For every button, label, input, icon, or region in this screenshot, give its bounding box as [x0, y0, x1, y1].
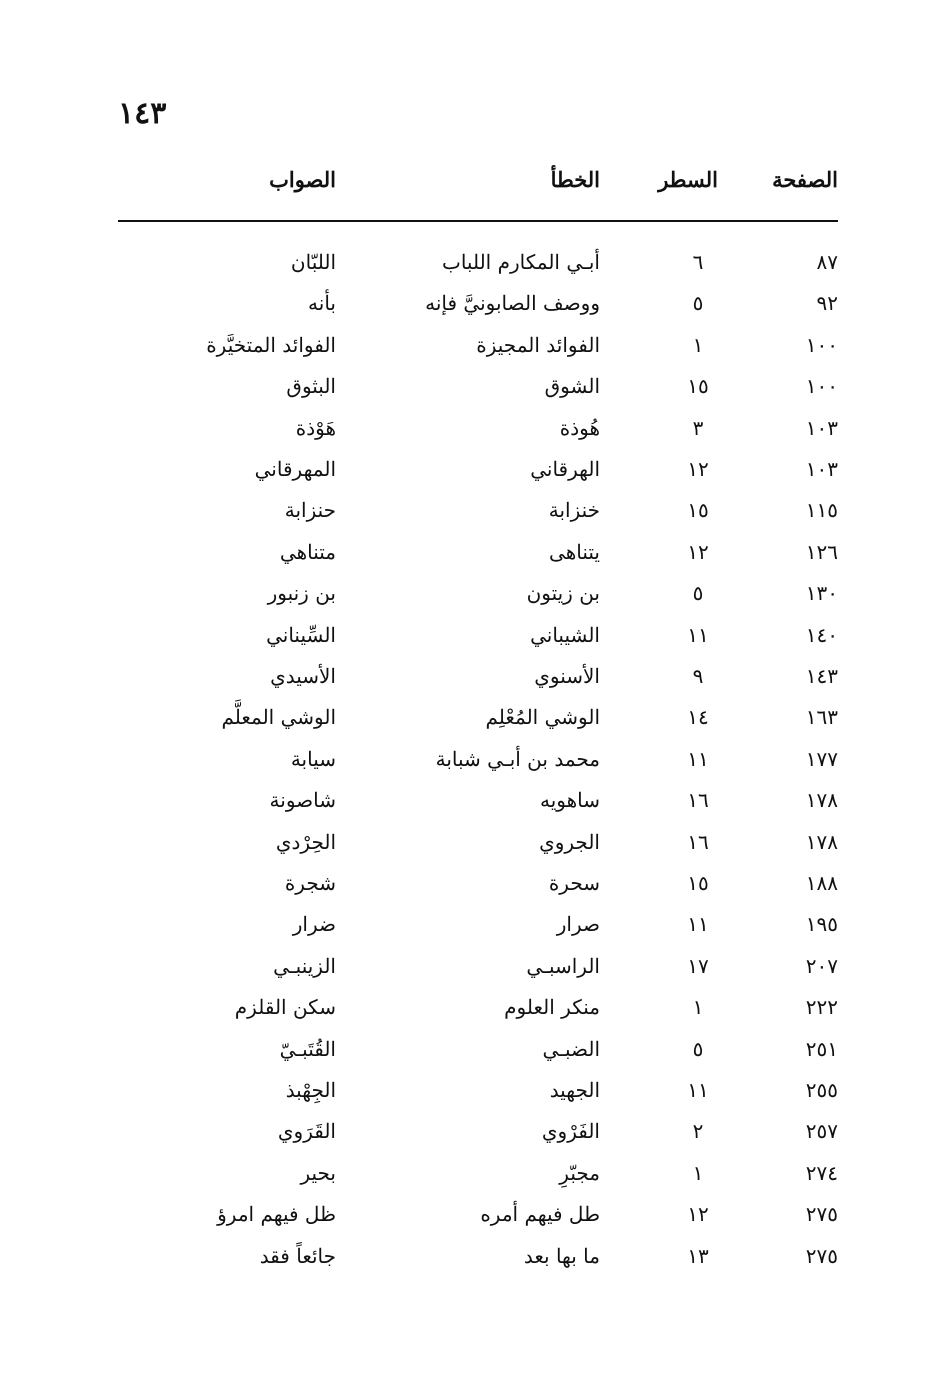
- cell-wrong: صرار: [556, 912, 600, 937]
- table-row: [0, 1029, 936, 1069]
- cell-line: ٩: [692, 664, 704, 688]
- cell-correct: متناهي: [279, 539, 336, 564]
- cell-correct: الزينبـي: [273, 953, 336, 978]
- table-row: [0, 904, 936, 944]
- header-wrong: الخطأ: [550, 167, 600, 192]
- cell-wrong: الشيباني: [530, 622, 600, 647]
- cell-page: ٢٥١: [805, 1036, 838, 1061]
- cell-correct: سيابة: [290, 746, 336, 771]
- table-row: [0, 366, 936, 406]
- cell-line: ١: [692, 332, 704, 357]
- cell-correct: جائعاً فقد: [259, 1243, 336, 1268]
- table-row: [0, 987, 936, 1027]
- cell-correct: سكن القلزم: [234, 995, 336, 1020]
- cell-line: ١٦: [687, 788, 709, 813]
- cell-correct: الوشي المعلَّم: [221, 705, 336, 730]
- cell-page: ٢٧٥: [805, 1202, 838, 1227]
- table-row: [0, 946, 936, 986]
- cell-correct: شجرة: [284, 871, 336, 895]
- cell-wrong: الفَرْوي: [541, 1119, 600, 1144]
- cell-correct: ظل فيهم امرؤ: [217, 1202, 336, 1227]
- cell-wrong: الهرقاني: [530, 457, 600, 481]
- cell-page: ١٧٨: [805, 788, 838, 813]
- cell-line: ٥: [692, 1036, 704, 1061]
- header-divider: [118, 220, 838, 222]
- cell-line: ٦: [692, 250, 704, 274]
- cell-line: ١٣: [687, 1243, 709, 1268]
- cell-page: ١١٥: [805, 498, 838, 523]
- cell-line: ١١: [687, 622, 709, 647]
- cell-line: ٣: [692, 415, 704, 440]
- cell-line: ١٢: [687, 457, 709, 481]
- cell-page: ٢٥٧: [805, 1119, 838, 1144]
- table-row: [0, 449, 936, 489]
- cell-page: ١٧٨: [805, 829, 838, 854]
- cell-page: ١٩٥: [805, 912, 838, 937]
- cell-line: ١٦: [687, 829, 709, 854]
- cell-correct: بأنه: [308, 291, 336, 316]
- cell-page: ٢٧٤: [805, 1160, 838, 1185]
- cell-correct: السِّيناني: [266, 622, 336, 647]
- cell-page: ١٢٦: [805, 539, 838, 564]
- header-correct: الصواب: [269, 167, 336, 192]
- table-row: [0, 1070, 936, 1110]
- cell-wrong: الضبـي: [542, 1036, 600, 1061]
- cell-wrong: ما بها بعد: [523, 1243, 600, 1268]
- table-row: [0, 863, 936, 903]
- cell-correct: البثوق: [286, 374, 336, 399]
- cell-line: ١٧: [687, 953, 709, 978]
- cell-line: ١٢: [687, 539, 709, 564]
- cell-correct: الحِرْدي: [275, 829, 336, 854]
- cell-page: ١٦٣: [805, 705, 838, 730]
- cell-wrong: الوشي المُعْلِم: [485, 705, 600, 730]
- cell-page: ٨٧: [816, 250, 838, 274]
- table-row: [0, 739, 936, 779]
- cell-wrong: محمد بن أبـي شبابة: [435, 746, 600, 771]
- cell-correct: الأسيدي: [270, 664, 336, 688]
- table-row: [0, 242, 936, 282]
- cell-correct: الجِهْبذ: [285, 1078, 336, 1102]
- cell-wrong: الشوق: [544, 374, 600, 399]
- cell-page: ١٣٠: [805, 581, 838, 606]
- cell-correct: بحير: [300, 1160, 336, 1185]
- page-number: ١٤٣: [118, 96, 167, 131]
- cell-wrong: ساهويه: [539, 788, 600, 813]
- cell-line: ١٥: [687, 871, 709, 895]
- cell-wrong: هُوذة: [559, 415, 600, 440]
- cell-correct: الفوائد المتخيَّرة: [206, 332, 336, 357]
- cell-page: ٢٢٢: [805, 995, 838, 1020]
- table-row: [0, 656, 936, 696]
- cell-correct: القُتَبـيّ: [279, 1036, 336, 1061]
- cell-page: ١٧٧: [805, 746, 838, 771]
- cell-line: ١١: [687, 1078, 709, 1102]
- cell-page: ١٠٣: [805, 415, 838, 440]
- table-row: [0, 325, 936, 365]
- table-row: [0, 780, 936, 820]
- cell-wrong: ووصف الصابونيَّ فإنه: [425, 291, 600, 316]
- cell-wrong: طل فيهم أمره: [480, 1202, 600, 1227]
- cell-line: ١٤: [687, 705, 709, 730]
- header-line: السطر: [658, 167, 718, 192]
- table-row: [0, 408, 936, 448]
- header-page: الصفحة: [772, 167, 838, 192]
- table-row: [0, 697, 936, 737]
- cell-line: ١٥: [687, 498, 709, 523]
- cell-line: ١١: [687, 746, 709, 771]
- cell-line: ٥: [692, 581, 704, 606]
- cell-page: ١٠٣: [805, 457, 838, 481]
- cell-correct: ضرار: [292, 912, 336, 937]
- cell-page: ١٠٠: [805, 332, 838, 357]
- cell-page: ١٤٣: [805, 664, 838, 688]
- cell-wrong: منكر العلوم: [504, 995, 600, 1020]
- table-row: [0, 822, 936, 862]
- cell-page: ١٤٠: [805, 622, 838, 647]
- table-row: [0, 1111, 936, 1151]
- cell-wrong: الجهيد: [549, 1078, 600, 1102]
- cell-line: ١: [692, 1160, 704, 1185]
- cell-page: ٢٥٥: [805, 1078, 838, 1102]
- table-row: [0, 1153, 936, 1193]
- cell-line: ١٥: [687, 374, 709, 399]
- cell-wrong: بن زيتون: [526, 581, 600, 606]
- cell-wrong: الفوائد المجيزة: [476, 332, 600, 357]
- cell-line: ٥: [692, 291, 704, 316]
- cell-wrong: مجبّرِ: [559, 1160, 600, 1185]
- cell-wrong: الجروي: [539, 829, 600, 854]
- table-row: [0, 1194, 936, 1234]
- table-row: [0, 1236, 936, 1276]
- cell-wrong: يتناهى: [549, 539, 600, 564]
- table-row: [0, 532, 936, 572]
- table-header: [0, 160, 936, 200]
- cell-correct: القَرَوي: [277, 1119, 336, 1144]
- cell-correct: حنزابة: [284, 498, 336, 523]
- cell-line: ٢: [692, 1119, 704, 1144]
- cell-line: ١: [692, 995, 704, 1020]
- cell-correct: هَوْذة: [295, 415, 336, 440]
- cell-line: ١١: [687, 912, 709, 937]
- cell-correct: شاصونة: [269, 788, 336, 813]
- table-row: [0, 490, 936, 530]
- cell-wrong: الأسنوي: [534, 664, 600, 688]
- cell-page: ٢٠٧: [805, 953, 838, 978]
- cell-correct: المهرقاني: [254, 457, 336, 481]
- cell-wrong: أبـي المكارم اللباب: [442, 250, 600, 274]
- cell-page: ٢٧٥: [805, 1243, 838, 1268]
- table-row: [0, 615, 936, 655]
- table-row: [0, 573, 936, 613]
- cell-line: ١٢: [687, 1202, 709, 1227]
- table-row: [0, 283, 936, 323]
- cell-wrong: خنزابة: [548, 498, 600, 523]
- cell-wrong: سحرة: [548, 871, 600, 895]
- cell-page: ١٨٨: [805, 871, 838, 895]
- cell-correct: بن زنبور: [267, 581, 336, 606]
- cell-correct: اللبّان: [290, 250, 336, 274]
- cell-page: ١٠٠: [805, 374, 838, 399]
- cell-page: ٩٢: [816, 291, 838, 316]
- cell-wrong: الراسبـي: [526, 953, 600, 978]
